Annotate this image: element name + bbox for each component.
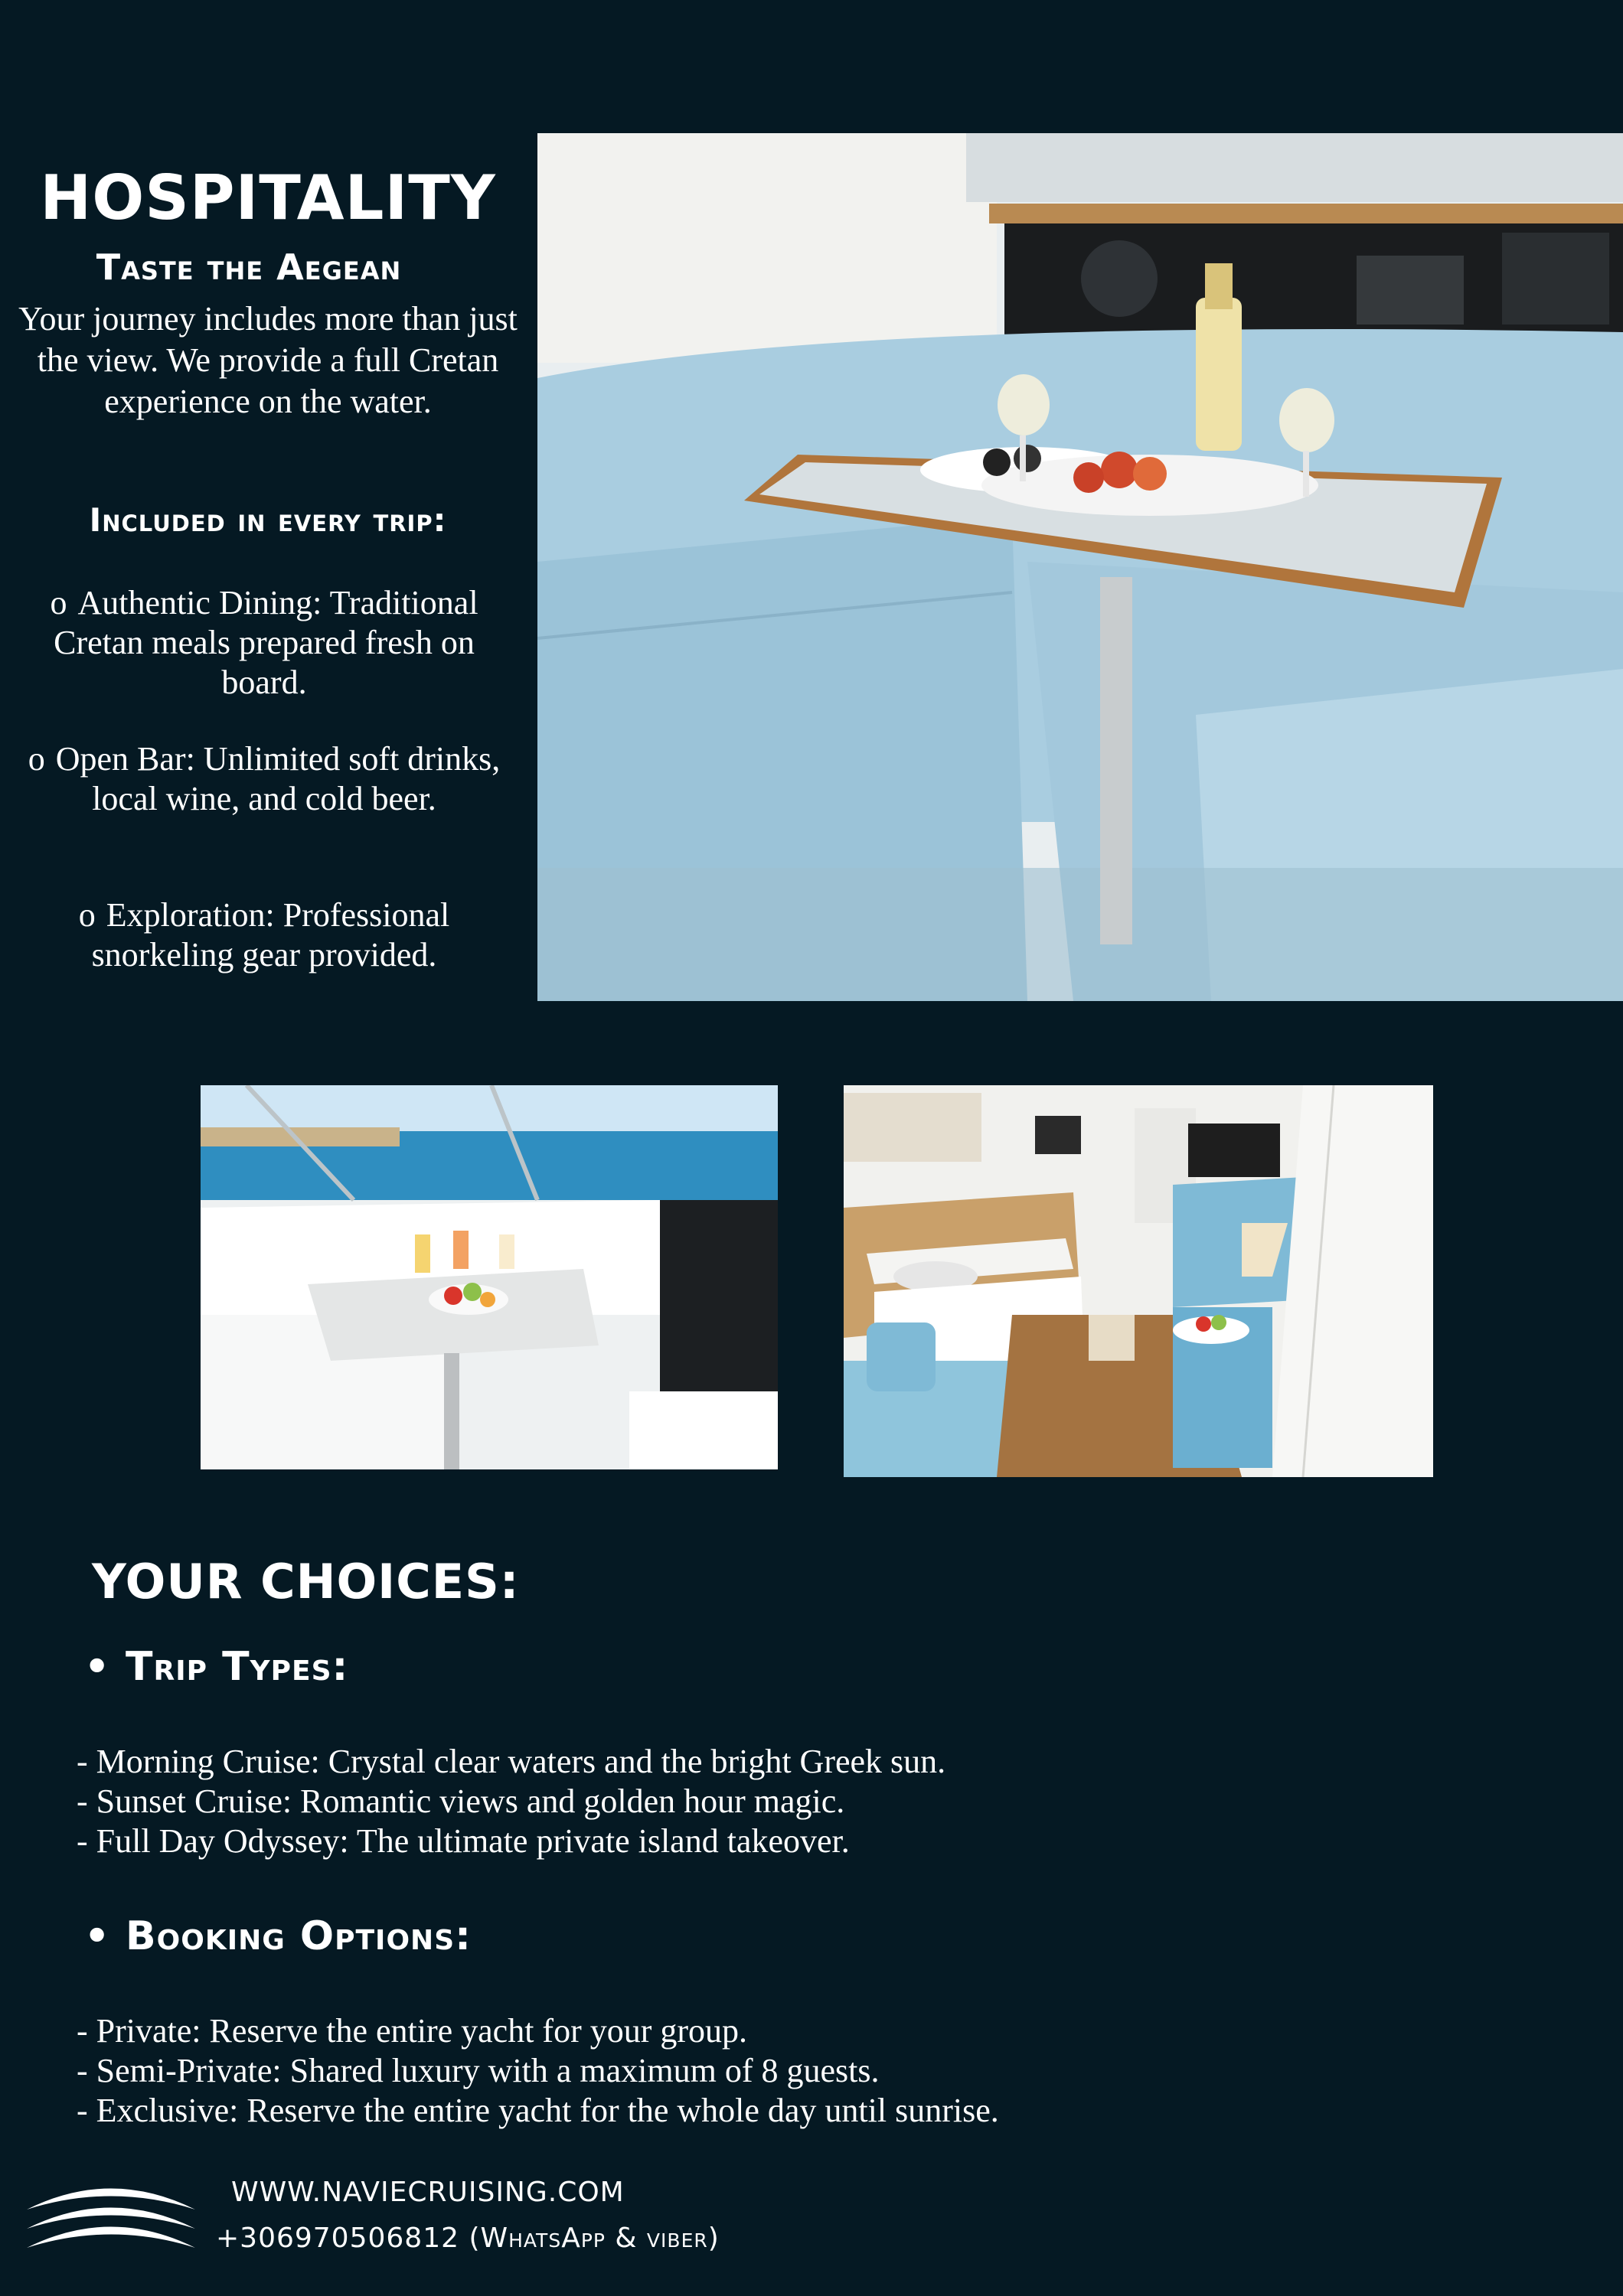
included-item-exploration bbox=[23, 895, 505, 975]
trip-types-list bbox=[77, 1742, 945, 1861]
waves-logo-icon bbox=[23, 2175, 199, 2259]
bullet-mark: o bbox=[78, 896, 96, 934]
choices-title: YOUR CHOICES: bbox=[92, 1554, 520, 1609]
list-item: - Full Day Odyssey: The ultimate private island takeover. bbox=[77, 1822, 850, 1860]
hospitality-title: HOSPITALITY bbox=[40, 162, 496, 233]
trip-types-label: Trip Types: bbox=[126, 1644, 349, 1690]
included-item-text: Open Bar: Unlimited soft drinks, local wine, and cold beer. bbox=[55, 740, 501, 817]
booking-options-heading bbox=[84, 1913, 472, 1959]
list-item: - Morning Cruise: Crystal clear waters and the bright Greek sun. bbox=[77, 1743, 946, 1780]
booking-options-list bbox=[77, 2011, 999, 2131]
dining-cabin-photo bbox=[537, 133, 1623, 1001]
booking-options-label: Booking Options: bbox=[126, 1913, 472, 1959]
hospitality-subtitle: Taste the Aegean bbox=[96, 246, 402, 288]
list-item: - Private: Reserve the entire yacht for your group. bbox=[77, 2012, 748, 2050]
bullet-mark: o bbox=[50, 584, 67, 621]
included-heading: Included in every trip: bbox=[89, 501, 447, 539]
bullet-dot: • bbox=[84, 1644, 111, 1690]
list-item: - Exclusive: Reserve the entire yacht for the whole day until sunrise. bbox=[77, 2092, 999, 2129]
phone-contact[interactable]: +306970506812 (WhatsApp & viber) bbox=[216, 2223, 720, 2254]
list-item: - Sunset Cruise: Romantic views and golden hour magic. bbox=[77, 1782, 845, 1820]
included-item-text: Exploration: Professional snorkeling gear provided. bbox=[91, 896, 450, 974]
included-item-dining bbox=[23, 583, 505, 703]
included-item-bar bbox=[23, 739, 505, 819]
trip-types-heading bbox=[84, 1644, 348, 1690]
list-item: - Semi-Private: Shared luxury with a maximum of 8 guests. bbox=[77, 2052, 880, 2089]
galley-salon-photo bbox=[844, 1085, 1433, 1477]
hospitality-intro: Your journey includes more than just the view. We provide a full Cretan experience on the water. bbox=[18, 300, 518, 420]
bullet-dot: • bbox=[84, 1913, 111, 1959]
deck-lounge-photo bbox=[201, 1085, 778, 1469]
included-item-text: Authentic Dining: Traditional Cretan meals prepared fresh on board. bbox=[54, 584, 478, 701]
website-link[interactable]: WWW.NAVIECRUISING.COM bbox=[231, 2177, 625, 2208]
bullet-mark: o bbox=[28, 740, 45, 778]
